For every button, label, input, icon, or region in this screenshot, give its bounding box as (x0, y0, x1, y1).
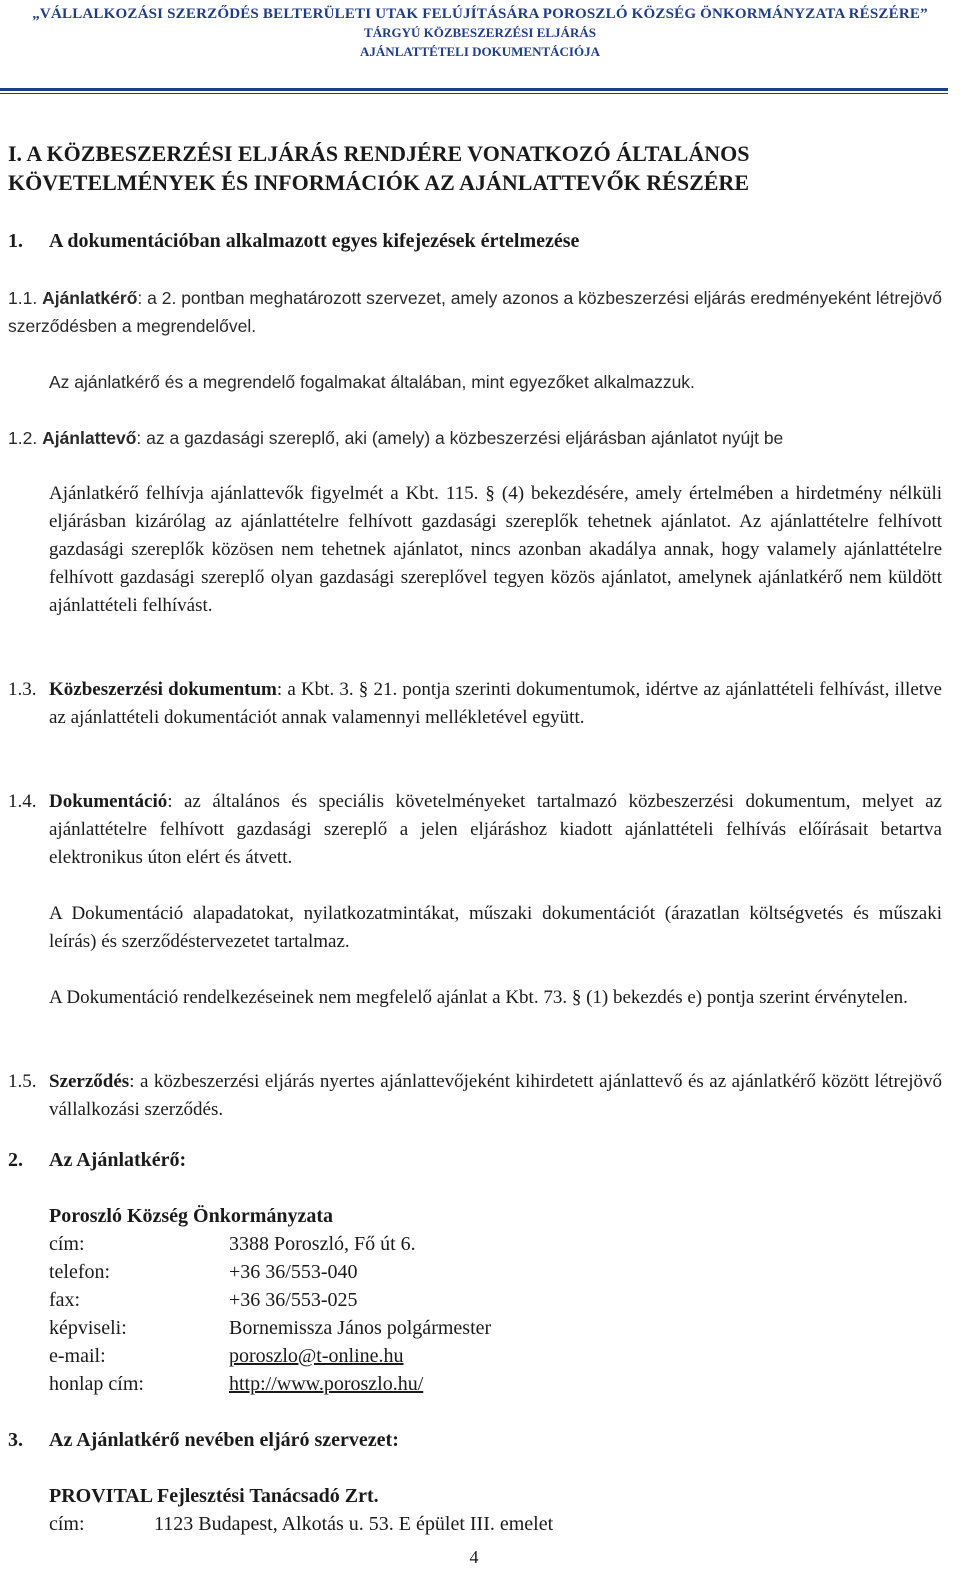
contact-value: 1123 Budapest, Alkotás u. 53. E épület III. emelet (154, 1513, 554, 1535)
contact-value: 3388 Poroszló, Fő út 6. (229, 1233, 416, 1255)
definition-1-4-text: : az általános és speciális követelményeket tartalmazó közbeszerzési dokumentum, melyet az ajánlattételre felhívott gazdasági szereplő a jelen eljáráshoz kiadott ajánlattételi felhívás előírásait betartva elektronikus úton elért és átvett. (49, 791, 942, 868)
section-2-number: 2. (8, 1149, 23, 1171)
contact-label: e-mail: (49, 1345, 106, 1367)
contact-label: képviseli: (49, 1317, 127, 1339)
header-line-2: TÁRGYÚ KÖZBESZERZÉSI ELJÁRÁS (364, 25, 596, 40)
definition-1-1-number: 1.1. (8, 288, 38, 308)
definition-1-4-term: Dokumentáció (49, 791, 168, 812)
header-line-1: „VÁLLALKOZÁSI SZERZŐDÉS BELTERÜLETI UTAK FELÚJÍTÁSÁRA POROSZLÓ KÖZSÉG ÖNKORMÁNYZATA RÉSZÉRE” (32, 6, 928, 22)
section-2-heading (8, 1146, 942, 1174)
definition-1-5-text: : a közbeszerzési eljárás nyertes ajánlattevőjeként kihirdetett ajánlattevő és az ajánlatkérő között létrejövő vállalkozási szerződés. (49, 1071, 942, 1120)
definition-1-2-number: 1.2. (8, 428, 38, 448)
definition-1-2-term: Ajánlattevő (42, 428, 137, 448)
contact-row-website (49, 1370, 423, 1398)
definition-1-4-number: 1.4. (8, 791, 37, 812)
definition-1-4-note-2: A Dokumentáció rendelkezéseinek nem megfelelő ajánlat a Kbt. 73. § (1) bekezdés e) pontja szerint érvénytelen. (49, 987, 908, 1008)
definition-1-2 (8, 424, 942, 452)
contact-row-representative (49, 1314, 491, 1342)
definition-1-3-text: : a Kbt. 3. § 21. pontja szerinti dokumentumok, idértve az ajánlattételi felhívást, illetve az ajánlattételi dokumentációt annak valamennyi mellékletével együtt. (49, 679, 942, 728)
email-link[interactable]: poroszlo@t-online.hu (229, 1345, 404, 1367)
section-2-title: Az Ajánlatkérő: (49, 1149, 187, 1171)
definition-1-1-term: Ajánlatkérő (42, 288, 138, 308)
contact-row-address (49, 1230, 416, 1258)
section-3-title: Az Ajánlatkérő nevében eljáró szervezet: (49, 1429, 399, 1451)
header-line-3: AJÁNLATTÉTELI DOKUMENTÁCIÓJA (360, 44, 600, 59)
contact-row-email (49, 1342, 404, 1370)
section-3-heading (8, 1426, 942, 1454)
definition-1-2-note: Ajánlatkérő felhívja ajánlattevők figyelmét a Kbt. 115. § (4) bekezdésére, amely értelmében a hirdetmény nélküli eljárásban kizárólag az ajánlattételre felhívott gazdasági szereplők tehetnek ajánlatot. Az ajánlattételre felhívott gazdasági szereplők közösen nem tehetnek ajánlatot, nincs azonban akadálya annak, hogy valamely ajánlattételre felhívott gazdasági szereplő olyan gazdasági szereplővel tegyen közös ajánlatot, amelynek ajánlatkérő nem küldött ajánlattételi felhívást. (49, 483, 942, 616)
definition-1-1 (8, 284, 942, 340)
definition-1-3-term: Közbeszerzési dokumentum (49, 679, 277, 700)
contact-row-fax (49, 1286, 358, 1314)
definition-1-4-note-1: A Dokumentáció alapadatokat, nyilatkozatmintákat, műszaki dokumentációt (árazatlan költségvetés és műszaki leírás) és szerződéstervezetet tartalmaz. (49, 903, 942, 952)
contact-value: Bornemissza János polgármester (229, 1317, 492, 1339)
contact-label: fax: (49, 1289, 81, 1311)
website-link[interactable]: http://www.poroszlo.hu/ (229, 1373, 424, 1395)
definition-1-1-text: : a 2. pontban meghatározott szervezet, amely azonos a közbeszerzési eljárás eredményeként létrejövő szerződésben a megrendelővel. (8, 288, 942, 336)
contact-value: +36 36/553-025 (229, 1289, 358, 1311)
definition-1-5-term: Szerződés (49, 1071, 130, 1092)
definition-1-1-note: Az ajánlatkérő és a megrendelő fogalmakat általában, mint egyezőket alkalmazzuk. (49, 372, 695, 392)
definition-1-3-body (49, 676, 942, 732)
agent-address-row (49, 1510, 553, 1538)
agent-organization-name: PROVITAL Fejlesztési Tanácsadó Zrt. (49, 1485, 379, 1507)
section-3-number: 3. (8, 1429, 23, 1451)
definition-1-5-body (49, 1068, 942, 1124)
definition-1-3-number: 1.3. (8, 679, 37, 700)
subsection-1-title: A dokumentációban alkalmazott egyes kifejezések értelmezése (49, 230, 580, 252)
contact-row-phone (49, 1258, 358, 1286)
contact-label: cím: (49, 1233, 85, 1255)
contact-label: telefon: (49, 1261, 111, 1283)
definition-1-2-text: : az a gazdasági szereplő, aki (amely) a közbeszerzési eljárásban ajánlatot nyújt be (136, 428, 784, 448)
header-divider-thick (0, 88, 948, 91)
subsection-1-heading (8, 227, 942, 255)
document-header (0, 0, 960, 61)
definition-1-4-body (49, 788, 942, 872)
section-title: I. A KÖZBESZERZÉSI ELJÁRÁS RENDJÉRE VONATKOZÓ ÁLTALÁNOS KÖVETELMÉNYEK ÉS INFORMÁCIÓK AZ AJÁNLATTEVŐK RÉSZÉRE (8, 141, 750, 195)
subsection-1-number: 1. (8, 230, 23, 252)
header-divider-thin (0, 93, 948, 94)
contact-label: cím: (49, 1513, 85, 1535)
contact-value: +36 36/553-040 (229, 1261, 358, 1283)
contracting-authority-name: Poroszló Község Önkormányzata (49, 1205, 334, 1227)
page-number: 4 (469, 1547, 479, 1567)
contact-label: honlap cím: (49, 1373, 144, 1395)
definition-1-5-number: 1.5. (8, 1071, 37, 1092)
